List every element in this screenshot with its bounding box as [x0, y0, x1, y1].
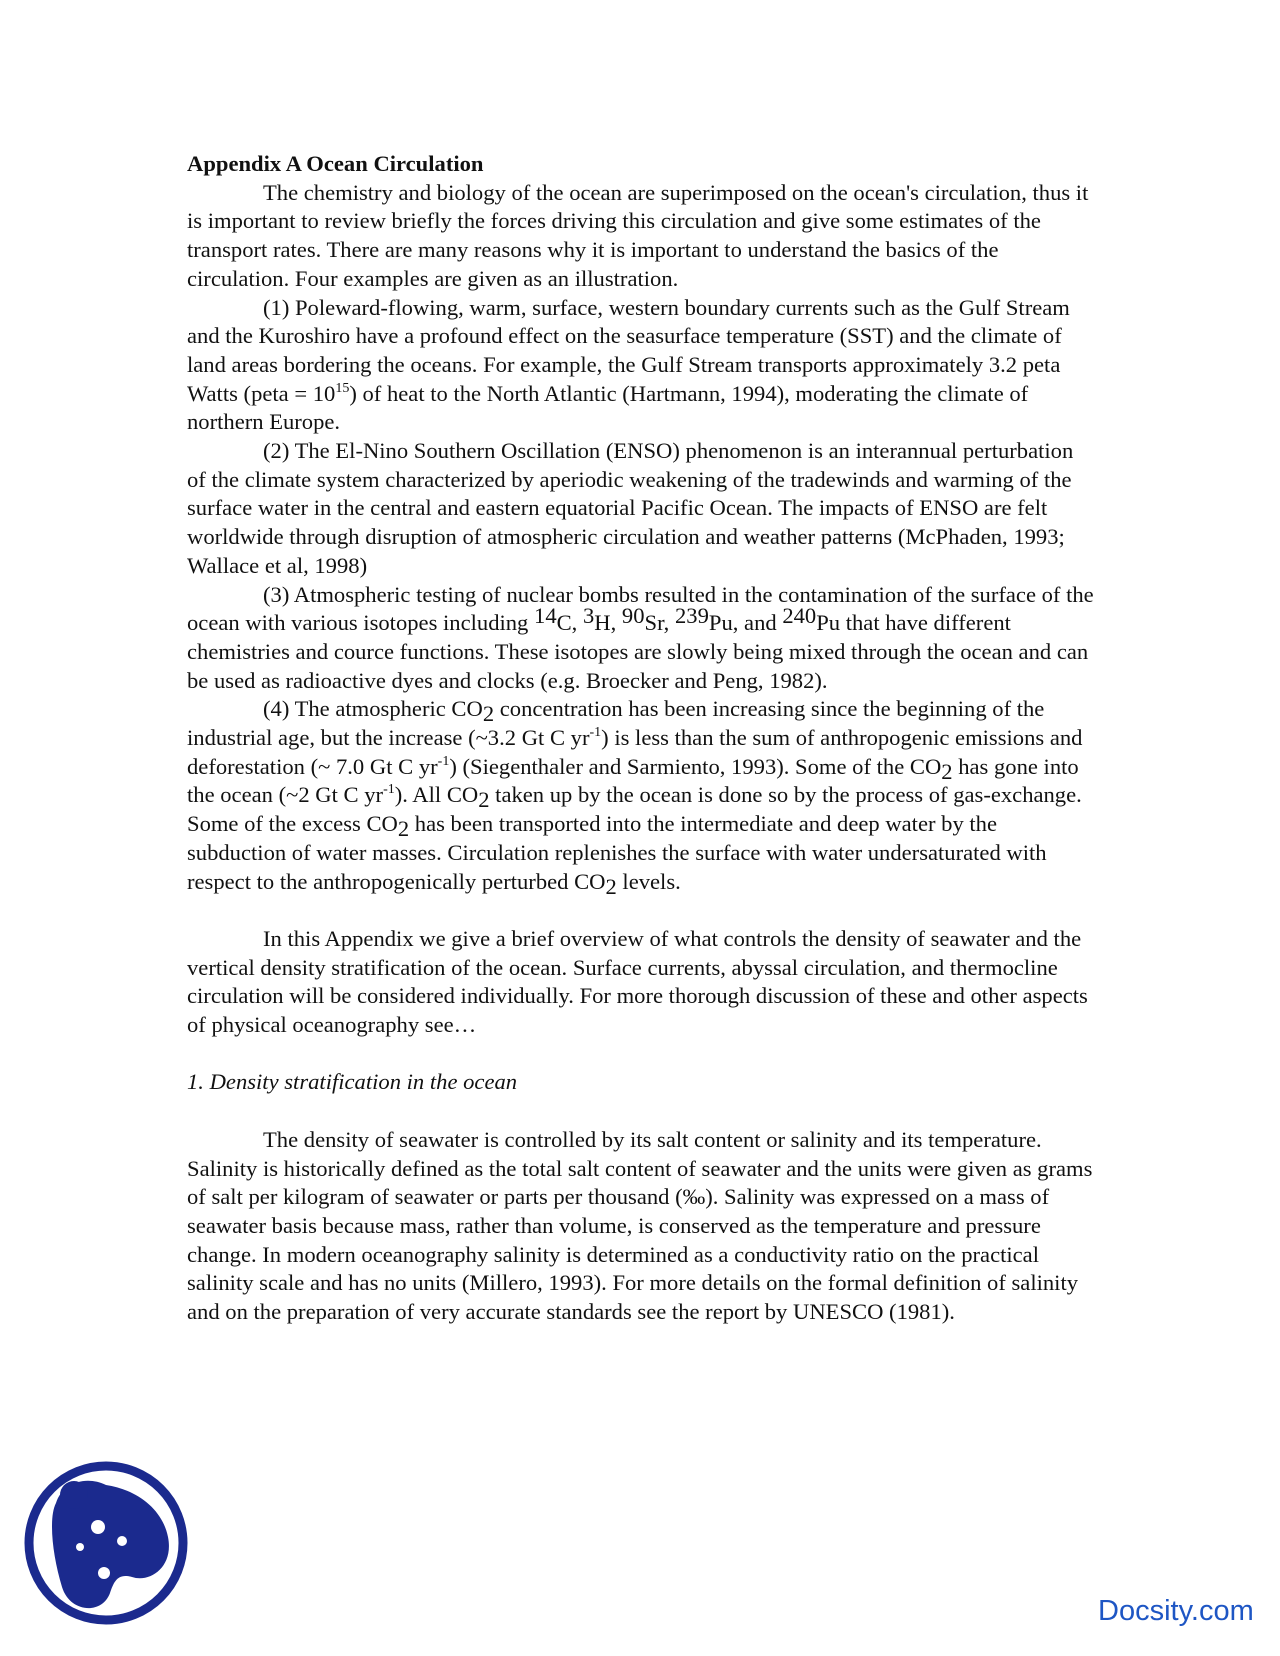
- logo-dot: [98, 1567, 110, 1579]
- paragraph-spacer: [187, 1097, 1097, 1126]
- logo-dot: [76, 1543, 84, 1551]
- isotope-3-symbol: Sr,: [644, 610, 675, 636]
- co2-subscript: 2: [482, 701, 495, 727]
- example-4-text-e: has gone into the ocean (~2 Gt C yr: [187, 753, 1079, 808]
- example-4-text-c: ) is less than the sum of anthropogenic emissions and deforestation (~ 7.0 Gt C yr: [187, 725, 1083, 779]
- per-year-exponent: -1: [589, 725, 602, 741]
- per-year-exponent: -1: [383, 782, 395, 798]
- example-4-text-b: concentration has been increasing since the beginning of the industrial age, but the increase (~3.2 Gt C yr: [187, 696, 1045, 751]
- example-4-text-h: has been transported into the intermediate and deep water by the subduction of water masses. Circulation replenishes the surface with water undersaturated with respect to the anthropogenically perturbed CO: [187, 811, 1047, 894]
- example-4-text-a: (4) The atmospheric CO: [263, 696, 483, 722]
- example-3-text-b: that have different chemistries and cource functions. These isotopes are slowly being mixed through the ocean and can be used as radioactive dyes and clocks (e.g. Broecker and Peng, 1982).: [187, 610, 1089, 693]
- logo-dot: [117, 1536, 127, 1546]
- example-4-text-g: taken up by the ocean is done so by the process of gas-exchange. Some of the excess CO: [187, 782, 1082, 837]
- paragraph-spacer: [187, 896, 1097, 925]
- isotope-2-mass: 3: [582, 603, 595, 629]
- example-1-text-a: (1) Poleward-flowing, warm, surface, western boundary currents such as the Gulf Stream and the Kuroshiro have a profound effect on the seasurface temperature (SST) and the climate of land areas bordering the oceans. For example, the Gulf Stream transports approximately 3.2 peta Watts (peta = 10: [187, 294, 1070, 406]
- isotope-2-symbol: H,: [594, 610, 622, 636]
- example-4-text-f: ). All CO: [394, 782, 479, 808]
- paragraph-spacer: [187, 1040, 1097, 1069]
- appendix-heading: Appendix A Ocean Circulation: [187, 151, 484, 176]
- example-1-paragraph: [187, 294, 1097, 438]
- example-4-text-d: ) (Siegenthaler and Sarmiento, 1993). Some of the CO: [449, 753, 942, 779]
- isotope-5-mass: 240: [782, 603, 817, 629]
- isotope-4-symbol: Pu, and: [708, 610, 783, 636]
- co2-subscript: 2: [605, 873, 617, 899]
- density-paragraph: The density of seawater is controlled by its salt content or salinity and its temperature. Salinity is historically defined as the total salt content of seawater and the units were given as grams of salt per kilogram of seawater or parts per thousand (‰). Salinity was expressed on a mass of seawater basis because mass, rather than volume, is conserved as the temperature and pressure change. In modern oceanography salinity is determined as a conductivity ratio on the practical salinity scale and has no units (Millero, 1993). For more details on the formal definition of salinity and on the preparation of very accurate standards see the report by UNESCO (1981).: [187, 1126, 1093, 1325]
- example-3-paragraph: [187, 581, 1097, 696]
- isotope-1-mass: 14: [534, 603, 557, 629]
- section-1-title: 1. Density stratification in the ocean: [187, 1069, 518, 1095]
- example-4-paragraph: [187, 695, 1097, 899]
- logo-dot: [91, 1520, 105, 1534]
- example-1-exponent: 15: [335, 380, 350, 396]
- document-body: [187, 150, 1097, 1327]
- overview-paragraph: In this Appendix we give a brief overview of what controls the density of seawater and the vertical density stratification of the ocean. Surface currents, abyssal circulation, and thermocline circulation will be considered individually. For more thorough discussion of these and other aspects of physical oceanography see…: [187, 925, 1088, 1038]
- logo-bump: [60, 1481, 88, 1509]
- docsity-logo-icon[interactable]: [22, 1455, 190, 1630]
- isotope-5-symbol: Pu: [816, 610, 841, 636]
- co2-subscript: 2: [397, 816, 410, 842]
- isotope-3-mass: 90: [621, 603, 645, 629]
- example-3-text-a: (3) Atmospheric testing of nuclear bombs resulted in the contamination of the surface of the ocean with various isotopes including: [187, 581, 1094, 636]
- intro-paragraph: The chemistry and biology of the ocean are superimposed on the ocean's circulation, thus it is important to review briefly the forces driving this circulation and give some estimates of the transport rates. There are many reasons why it is important to understand the basics of the circulation. Four examples are given as an illustration.: [187, 179, 1089, 291]
- isotope-4-mass: 239: [674, 603, 709, 629]
- co2-subscript: 2: [478, 787, 490, 813]
- example-4-text-i: levels.: [616, 868, 681, 894]
- isotope-1-symbol: C,: [556, 610, 583, 636]
- co2-subscript: 2: [941, 758, 953, 784]
- per-year-exponent: -1: [437, 753, 450, 769]
- example-1-text-b: ) of heat to the North Atlantic (Hartmann, 1994), moderating the climate of northern Europe.: [187, 380, 1029, 435]
- docsity-watermark-link[interactable]: Docsity.com: [1098, 1595, 1254, 1627]
- example-2-paragraph: (2) The El-Nino Southern Oscillation (ENSO) phenomenon is an interannual perturbation of the climate system characterized by aperiodic weakening of the tradewinds and warming of the surface water in the central and eastern equatorial Pacific Ocean. The impacts of ENSO are felt worldwide through disruption of atmospheric circulation and weather patterns (McPhaden, 1993; Wallace et al, 1998): [187, 438, 1074, 578]
